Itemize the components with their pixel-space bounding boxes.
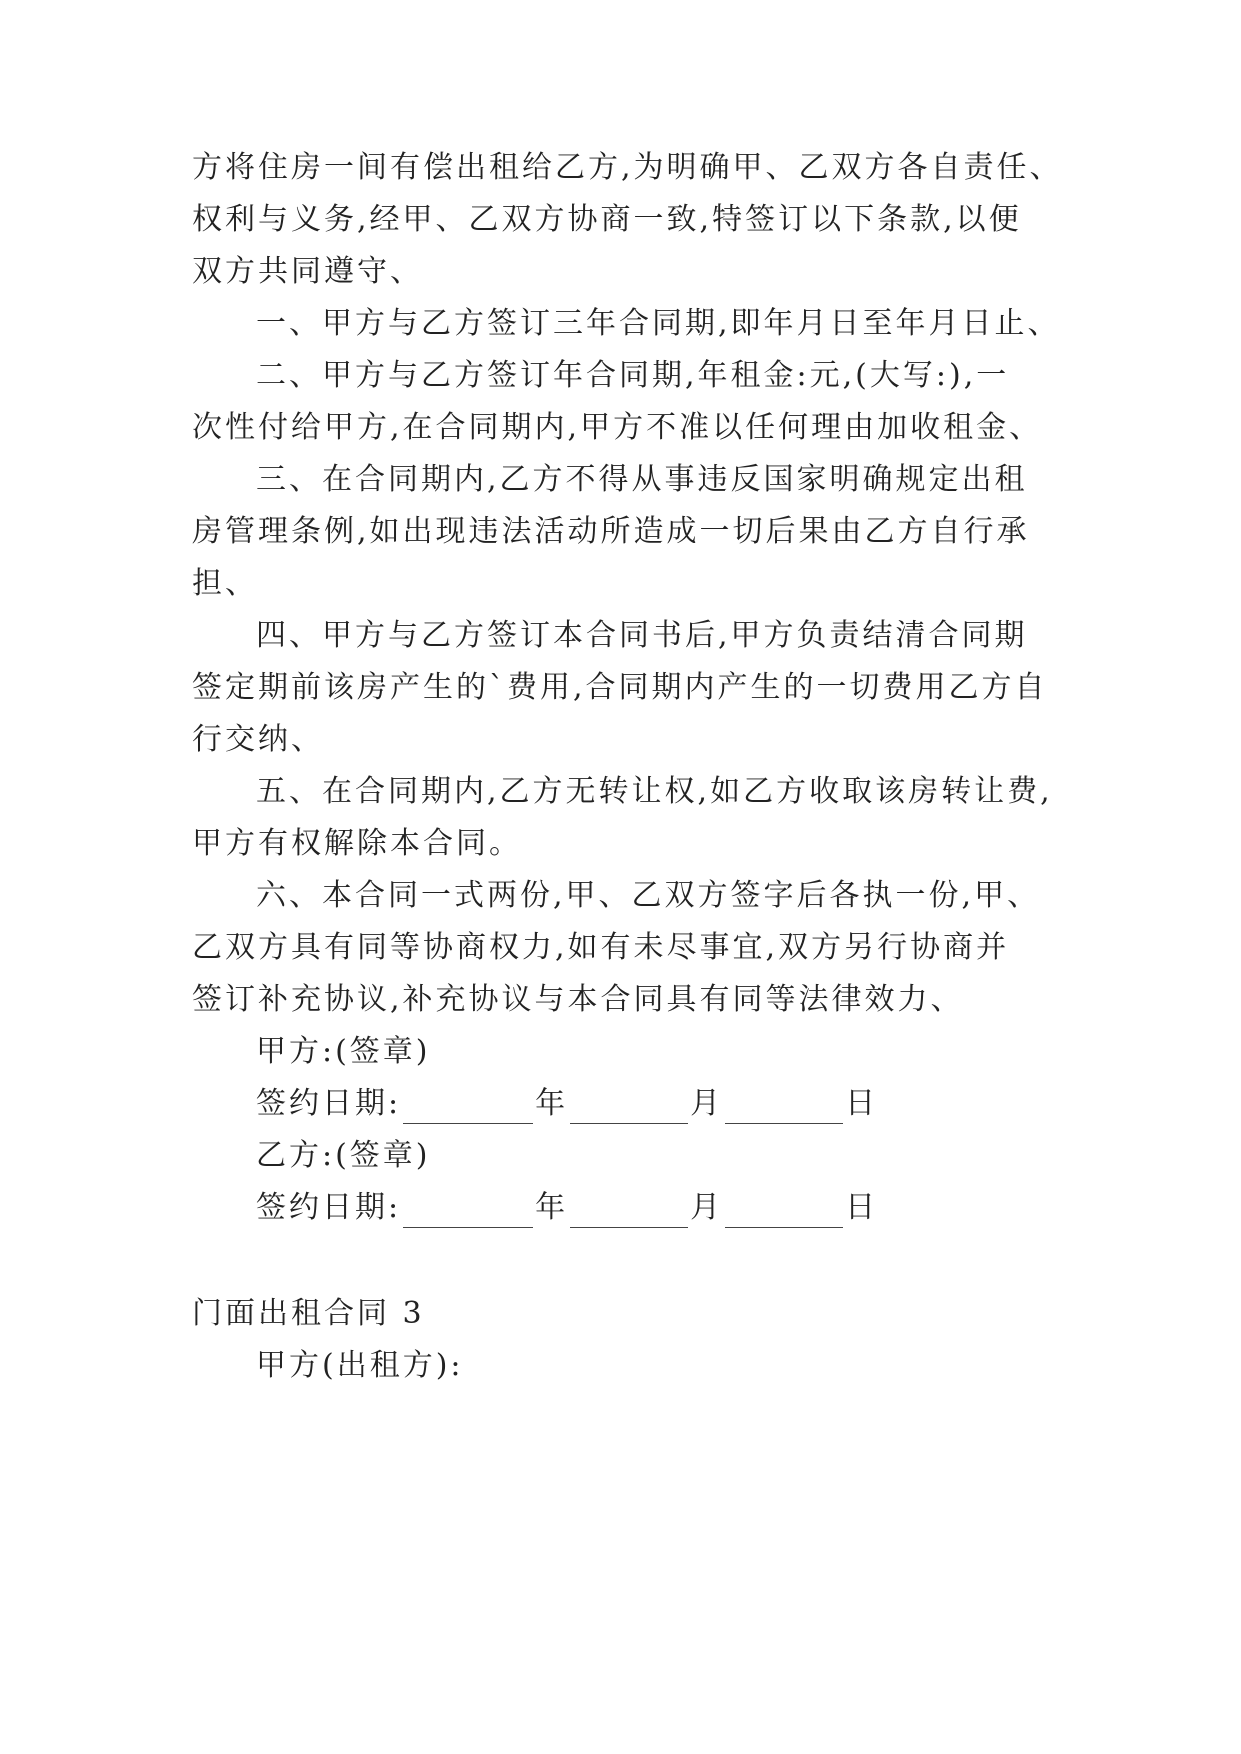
clause-2: 二、甲方与乙方签订年合同期,年租金:元,(大写:),一 [256, 358, 1010, 393]
lessor-party-label: 甲方(出租方): [256, 1348, 464, 1383]
clause-6: 六、本合同一式两份,甲、乙双方签字后各执一份,甲、 [256, 878, 1041, 913]
day-blank [725, 1199, 843, 1228]
year-label: 年 [535, 1190, 569, 1225]
year-label: 年 [535, 1086, 569, 1121]
sign-date-label: 签约日期: [256, 1086, 402, 1121]
body-text-line: 房管理条例,如出现违法活动所造成一切后果由乙方自行承 [192, 514, 1030, 549]
year-blank [403, 1095, 533, 1124]
party-a-sign-date-row [256, 1084, 878, 1124]
party-b-sign-date-row [256, 1188, 878, 1228]
day-label: 日 [845, 1190, 879, 1225]
body-text-line: 签定期前该房产生的`费用,合同期内产生的一切费用乙方自 [192, 670, 1048, 705]
sign-date-label: 签约日期: [256, 1190, 402, 1225]
clause-4: 四、甲方与乙方签订本合同书后,甲方负责结清合同期 [256, 618, 1028, 653]
clause-5: 五、在合同期内,乙方无转让权,如乙方收取该房转让费, [256, 774, 1053, 809]
month-label: 月 [690, 1190, 724, 1225]
body-text-line: 乙双方具有同等协商权力,如有未尽事宜,双方另行协商并 [192, 930, 1010, 965]
clause-1: 一、甲方与乙方签订三年合同期,即年月日至年月日止、 [256, 306, 1061, 341]
month-blank [570, 1095, 688, 1124]
body-text-line: 签订补充协议,补充协议与本合同具有同等法律效力、 [192, 982, 964, 1017]
day-label: 日 [845, 1086, 879, 1121]
body-text-line: 次性付给甲方,在合同期内,甲方不准以任何理由加收租金、 [192, 410, 1043, 445]
body-text-line: 甲方有权解除本合同。 [192, 826, 522, 861]
section-title: 门面出租合同 3 [192, 1296, 425, 1331]
body-text-line: 双方共同遵守、 [192, 254, 423, 289]
body-text-line: 方将住房一间有偿出租给乙方,为明确甲、乙双方各自责任、 [192, 150, 1063, 185]
month-label: 月 [690, 1086, 724, 1121]
party-b-signature-label: 乙方:(签章) [256, 1138, 431, 1173]
year-blank [403, 1199, 533, 1228]
body-text-line: 行交纳、 [192, 722, 324, 757]
body-text-line: 担、 [192, 566, 258, 601]
body-text-line: 权利与义务,经甲、乙双方协商一致,特签订以下条款,以便 [192, 202, 1022, 237]
month-blank [570, 1199, 688, 1228]
party-a-signature-label: 甲方:(签章) [256, 1034, 431, 1069]
clause-3: 三、在合同期内,乙方不得从事违反国家明确规定出租 [256, 462, 1028, 497]
day-blank [725, 1095, 843, 1124]
